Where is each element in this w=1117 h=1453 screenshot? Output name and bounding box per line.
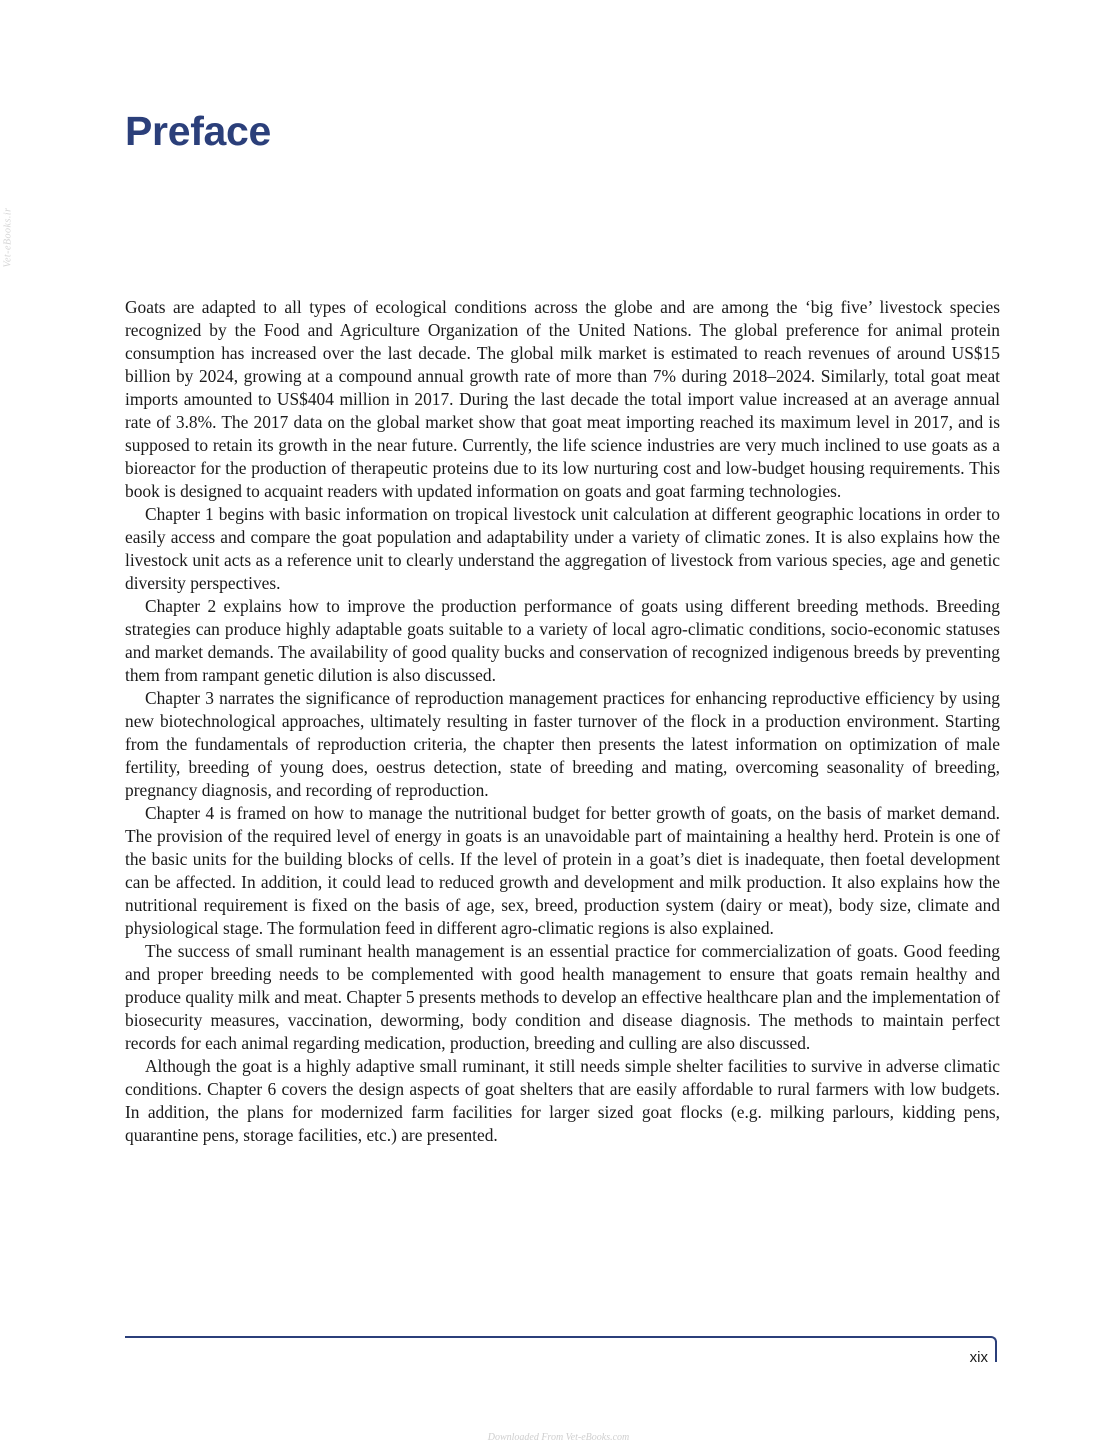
side-watermark: Vet-eBooks.ir: [2, 207, 14, 268]
paragraph-intro: Goats are adapted to all types of ecological conditions across the globe and are among the ‘big five’ livestock species recognized by the Food and Agriculture Organization of the United Nations. The global preference for animal protein consumption has increased over the last decade. The global milk market is estimated to reach revenues of around US$15 billion by 2024, growing at a compound annual growth rate of more than 7% during 2018–2024. Similarly, total goat meat imports amounted to US$404 million in 2017. During the last decade the total import value increased at an average annual rate of 3.8%. The 2017 data on the global market show that goat meat importing reached its maximum level in 2017, and is supposed to retain its growth in the near future. Currently, the life science industries are very much inclined to use goats as a bioreactor for the production of therapeutic proteins due to its low nurturing cost and low-budget housing requirements. This book is designed to acquaint readers with updated information on goats and goat farming technologies.: [125, 297, 1000, 501]
paragraph-chapter-5: The success of small ruminant health management is an essential practice for commercialization of goats. Good feeding and proper breeding needs to be complemented with good health management to ensure that goats remain healthy and produce quality milk and meat. Chapter 5 presents methods to develop an effective healthcare plan and the implementation of biosecurity measures, vaccination, deworming, body condition and disease diagnosis. The methods to maintain perfect records for each animal regarding medication, production, breeding and culling are also discussed.: [125, 941, 1000, 1053]
page-title: Preface: [125, 108, 272, 154]
paragraph-chapter-4: Chapter 4 is framed on how to manage the nutritional budget for better growth of goats, on the basis of market demand. The provision of the required level of energy in goats is an unavoidable part of maintaining a healthy herd. Protein is one of the basic units for the building blocks of cells. If the level of protein in a goat’s diet is inadequate, then foetal development can be affected. In addition, it could lead to reduced growth and development and milk production. It also explains how the nutritional requirement is fixed on the basis of age, sex, breed, production system (dairy or meat), body size, climate and physiological stage. The formulation feed in different agro-climatic regions is also explained.: [125, 803, 1000, 938]
page-number: xix: [969, 1349, 988, 1366]
paragraph-chapter-1: Chapter 1 begins with basic information on tropical livestock unit calculation at different geographic locations in order to easily access and compare the goat population and adaptability under a variety of climatic zones. It is also explains how the livestock unit acts as a reference unit to clearly understand the aggregation of livestock from various species, age and genetic diversity perspectives.: [125, 504, 1000, 593]
paragraph-chapter-3: Chapter 3 narrates the significance of reproduction management practices for enhancing reproductive efficiency by using new biotechnological approaches, ultimately resulting in faster turnover of the flock in a production environment. Starting from the fundamentals of reproduction criteria, the chapter then presents the latest information on optimization of male fertility, breeding of young does, oestrus detection, state of breeding and mating, overcoming seasonality of breeding, pregnancy diagnosis, and recording of reproduction.: [125, 688, 1000, 800]
bottom-watermark: Downloaded From Vet-eBooks.com: [487, 1432, 630, 1443]
preface-body: [125, 296, 1000, 1147]
footer-rule: [125, 1336, 989, 1338]
paragraph-chapter-2: Chapter 2 explains how to improve the production performance of goats using different breeding methods. Breeding strategies can produce highly adaptable goats suitable to a variety of local agro-climatic conditions, socio-economic statuses and market demands. The availability of good quality bucks and conservation of recognized indigenous breeds by preventing them from rampant genetic dilution is also discussed.: [125, 596, 1000, 685]
paragraph-chapter-6: Although the goat is a highly adaptive small ruminant, it still needs simple shelter facilities to survive in adverse climatic conditions. Chapter 6 covers the design aspects of goat shelters that are easily affordable to rural farmers with low budgets. In addition, the plans for modernized farm facilities for larger sized goat flocks (e.g. milking parlours, kidding pens, quarantine pens, storage facilities, etc.) are presented.: [125, 1056, 1000, 1145]
